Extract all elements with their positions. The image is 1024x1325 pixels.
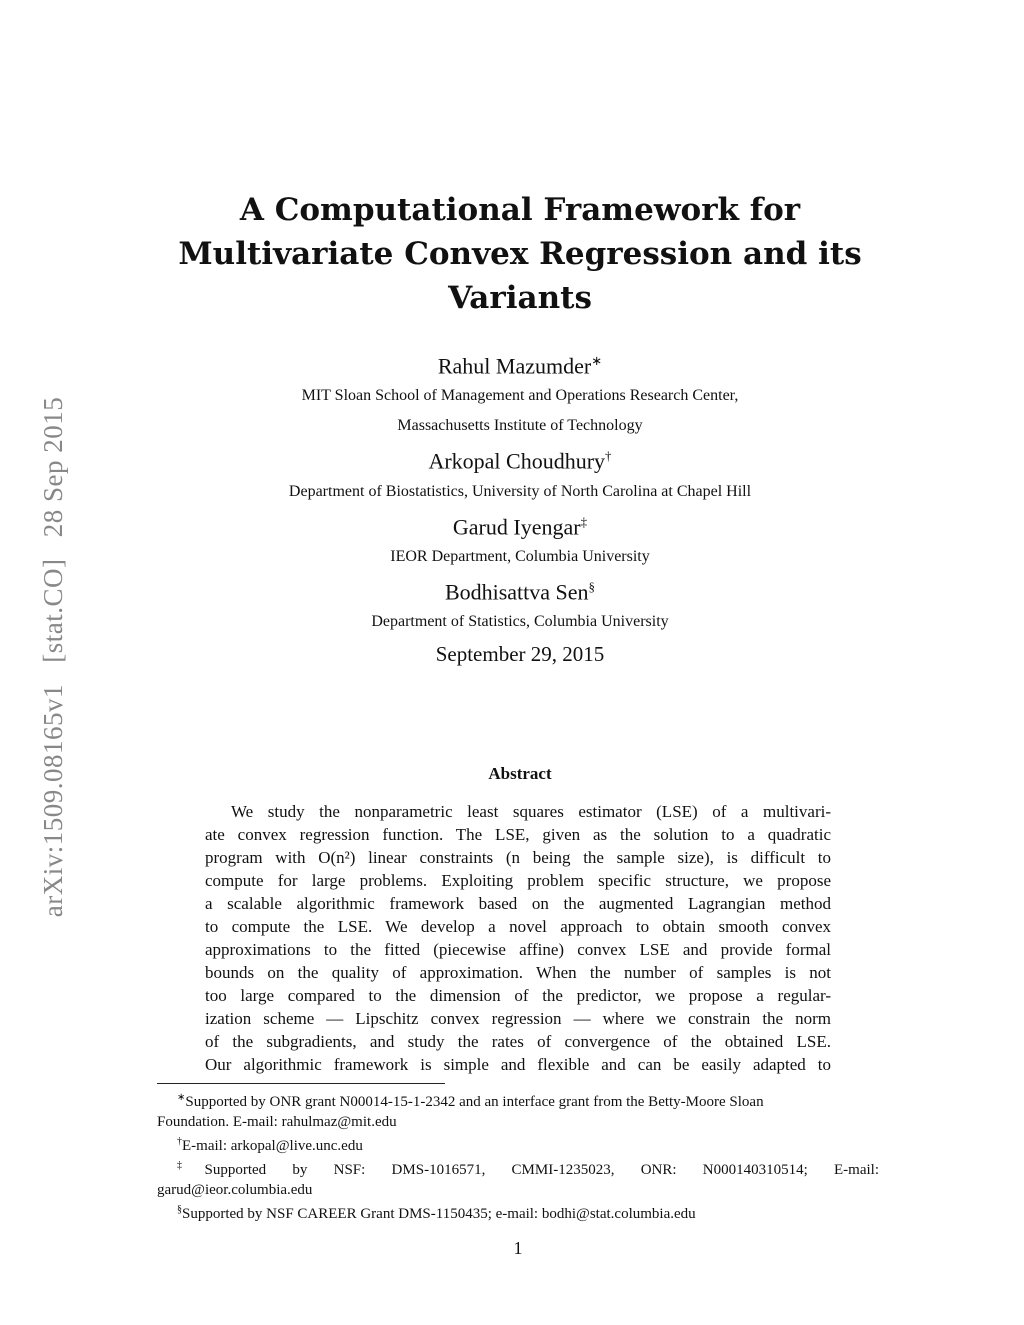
author-affiliation: MIT Sloan School of Management and Operations Research Center, — [301, 387, 739, 405]
author-name: Arkopal Choudhury† — [428, 448, 612, 474]
footnotes — [157, 1088, 879, 1224]
abstract-line: ization scheme — Lipschitz convex regression — where we constrain the norm — [205, 1009, 831, 1028]
abstract-line: of the subgradients, and study the rates of convergence of the obtained LSE. — [205, 1032, 831, 1051]
abstract-line: a scalable algorithmic framework based on the augmented Lagrangian method — [205, 894, 831, 913]
author-affiliation: Massachusetts Institute of Technology — [397, 417, 643, 435]
abstract-line: bounds on the quality of approximation. When the number of samples is not — [205, 963, 831, 982]
footnote-continuation: Foundation. E-mail: rahulmaz@mit.edu — [157, 1114, 397, 1130]
arxiv-stamp — [38, 383, 69, 917]
paper-title — [150, 188, 890, 320]
author-affiliation: Department of Biostatistics, University of North Carolina at Chapel Hill — [288, 482, 752, 500]
author-name: Bodhisattva Sen§ — [444, 578, 596, 605]
title-line: Variants — [448, 280, 592, 316]
footnote-rule — [157, 1083, 445, 1084]
abstract-line: ate convex regression function. The LSE, given as the solution to a quadratic — [205, 825, 831, 844]
footnote: †E-mail: arkopal@live.unc.edu — [177, 1136, 363, 1154]
arxiv-id: arXiv:1509.08165v1 — [38, 684, 68, 918]
abstract-body — [205, 800, 831, 1076]
author-name: Garud Iyengar‡ — [452, 513, 588, 539]
abstract-line: approximations to the fitted (piecewise affine) convex LSE and provide formal — [205, 940, 831, 959]
author-affiliation: IEOR Department, Columbia University — [390, 547, 650, 565]
arxiv-date: 28 Sep 2015 — [38, 396, 68, 538]
author-affiliation: Department of Statistics, Columbia University — [371, 613, 669, 631]
paper-date: September 29, 2015 — [435, 642, 605, 666]
footnote: §Supported by NSF CAREER Grant DMS-1150435; e-mail: bodhi@stat.columbia.edu — [177, 1204, 696, 1222]
abstract-line: Our algorithmic framework is simple and flexible and can be easily adapted to — [205, 1055, 831, 1074]
author-name: Rahul Mazumder∗ — [437, 353, 603, 379]
footnote-continuation: garud@ieor.columbia.edu — [157, 1182, 313, 1198]
abstract-heading: Abstract — [488, 764, 552, 783]
author-block — [150, 346, 890, 637]
title-line: A Computational Framework for — [239, 192, 801, 228]
abstract-line: to compute the LSE. We develop a novel approach to obtain smooth convex — [205, 917, 831, 936]
abstract-line: too large compared to the dimension of the predictor, we propose a regular- — [205, 986, 831, 1005]
title-line: Multivariate Convex Regression and its — [178, 236, 862, 272]
abstract-line: compute for large problems. Exploiting problem specific structure, we propose — [205, 871, 831, 890]
page-number: 1 — [513, 1238, 523, 1258]
footnote: ‡Supported by NSF: DMS-1016571, CMMI-1235023, ONR: N000140310514; E-mail: garud@ieor.columbia.edu — [157, 1160, 880, 1198]
arxiv-category: [stat.CO] — [38, 558, 68, 663]
abstract-line: We study the nonparametric least squares estimator (LSE) of a multivari- — [231, 802, 831, 821]
abstract-line: program with O(n²) linear constraints (n being the sample size), is difficult to — [205, 848, 831, 867]
footnote: ∗Supported by ONR grant N00014-15-1-2342 and an interface grant from the Betty-Moore Sloan — [177, 1092, 764, 1110]
